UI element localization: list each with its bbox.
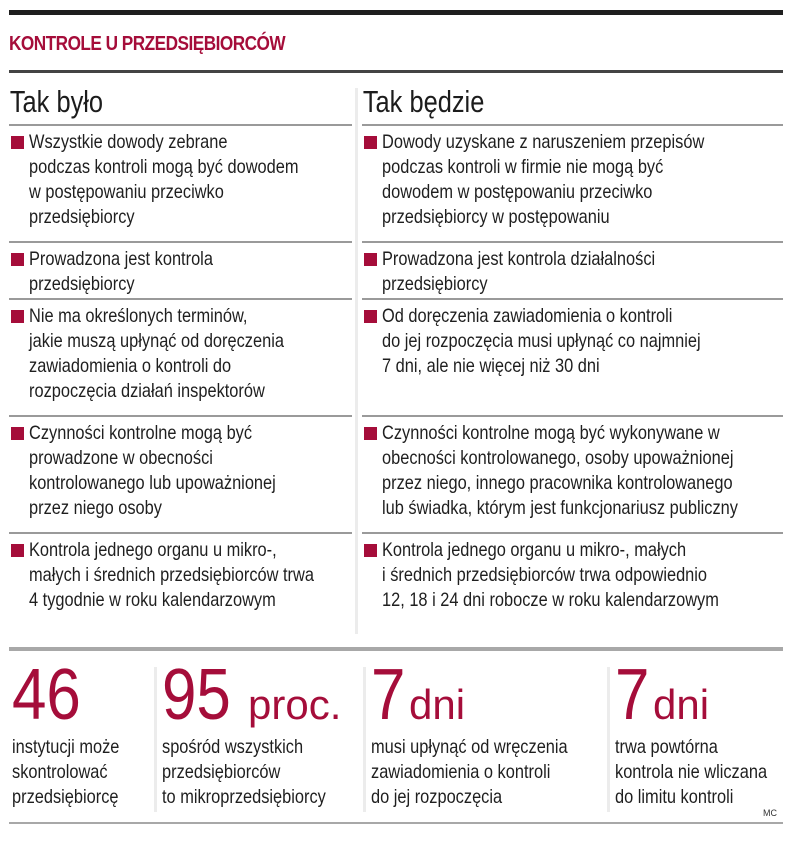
square-bullet-icon bbox=[364, 253, 377, 266]
column-divider bbox=[355, 88, 358, 634]
column-heading-after: Tak będzie bbox=[362, 84, 485, 119]
list-item bbox=[9, 298, 352, 415]
stats-section bbox=[9, 655, 783, 820]
stat-notice-days bbox=[371, 655, 601, 820]
list-item-text: Prowadzona jest kontrola przedsiębiorcy bbox=[29, 248, 213, 295]
list-item bbox=[9, 532, 352, 617]
stat-description: musi upłynąć od wręczenia zawiadomienia o kontroli do jej rozpoczęcia bbox=[371, 736, 568, 808]
stat-unit: dni bbox=[653, 681, 710, 728]
page-title: KONTROLE U PRZEDSIĘBIORCÓW bbox=[9, 33, 286, 55]
list-item-text: Kontrola jednego organu u mikro-, małych i średnich przedsiębiorców trwa odpowiednio 12, 18 i 24 dni robocze w roku kalendarzowym bbox=[382, 539, 719, 611]
list-item-text: Prowadzona jest kontrola działalności przedsiębiorcy bbox=[382, 248, 656, 295]
top-rule bbox=[9, 10, 783, 15]
section-rule bbox=[9, 647, 783, 651]
stat-value: 46 bbox=[12, 655, 81, 735]
stat-unit: dni bbox=[409, 681, 466, 728]
column-heading-before: Tak było bbox=[9, 84, 104, 119]
stat-divider bbox=[607, 667, 610, 812]
list-item bbox=[362, 415, 783, 532]
author-credit: MC bbox=[763, 808, 777, 818]
stat-divider bbox=[363, 667, 366, 812]
list-item-text: Czynności kontrolne mogą być prowadzone w obecności kontrolowanego lub upoważnionej przez niego osoby bbox=[29, 422, 276, 519]
stat-value: 7 bbox=[371, 655, 406, 735]
list-item bbox=[9, 415, 352, 532]
list-item bbox=[362, 298, 783, 415]
square-bullet-icon bbox=[364, 427, 377, 440]
stat-unit: proc. bbox=[248, 681, 342, 728]
end-rule bbox=[9, 822, 783, 824]
list-item-text: Dowody uzyskane z naruszeniem przepisów podczas kontroli w firmie nie mogą być dowodem w postępowaniu przeciwko przedsiębiorcy w postępowaniu bbox=[382, 131, 705, 228]
square-bullet-icon bbox=[11, 427, 24, 440]
column-before bbox=[9, 80, 352, 617]
stat-institutions bbox=[12, 655, 142, 820]
list-item bbox=[362, 532, 783, 617]
square-bullet-icon bbox=[364, 310, 377, 323]
list-item-text: Czynności kontrolne mogą być wykonywane w obecności kontrolowanego, osoby upoważnionej przez niego, innego pracownika kontrolowanego lub świadka, którym jest funkcjonariusz publiczny bbox=[382, 422, 738, 519]
list-item-text: Od doręczenia zawiadomienia o kontroli do jej rozpoczęcia musi upłynąć co najmniej 7 dni, ale nie więcej niż 30 dni bbox=[382, 305, 701, 377]
stat-description: instytucji może skontrolować przedsiębiorcę bbox=[12, 736, 120, 808]
stat-value: 95 bbox=[162, 655, 231, 735]
square-bullet-icon bbox=[11, 544, 24, 557]
list-item-text: Nie ma określonych terminów, jakie muszą upłynąć od doręczenia zawiadomienia o kontroli do rozpoczęcia działań inspektorów bbox=[29, 305, 284, 402]
list-item bbox=[362, 241, 783, 298]
square-bullet-icon bbox=[364, 136, 377, 149]
square-bullet-icon bbox=[11, 253, 24, 266]
stat-repeat-days bbox=[615, 655, 790, 820]
square-bullet-icon bbox=[11, 310, 24, 323]
stat-value: 7 bbox=[615, 655, 650, 735]
list-item-text: Wszystkie dowody zebrane podczas kontroli mogą być dowodem w postępowaniu przeciwko przedsiębiorcy bbox=[29, 131, 299, 228]
column-after bbox=[362, 80, 783, 617]
square-bullet-icon bbox=[11, 136, 24, 149]
list-item bbox=[9, 241, 352, 298]
list-item bbox=[362, 124, 783, 241]
stat-divider bbox=[154, 667, 157, 812]
stat-description: trwa powtórna kontrola nie wliczana do limitu kontroli bbox=[615, 736, 768, 808]
stat-micro-share bbox=[162, 655, 362, 820]
title-rule bbox=[9, 70, 783, 73]
stat-description: spośród wszystkich przedsiębiorców to mikroprzedsiębiorcy bbox=[162, 736, 326, 808]
square-bullet-icon bbox=[364, 544, 377, 557]
list-item bbox=[9, 124, 352, 241]
list-item-text: Kontrola jednego organu u mikro-, małych i średnich przedsiębiorców trwa 4 tygodnie w roku kalendarzowym bbox=[29, 539, 314, 611]
